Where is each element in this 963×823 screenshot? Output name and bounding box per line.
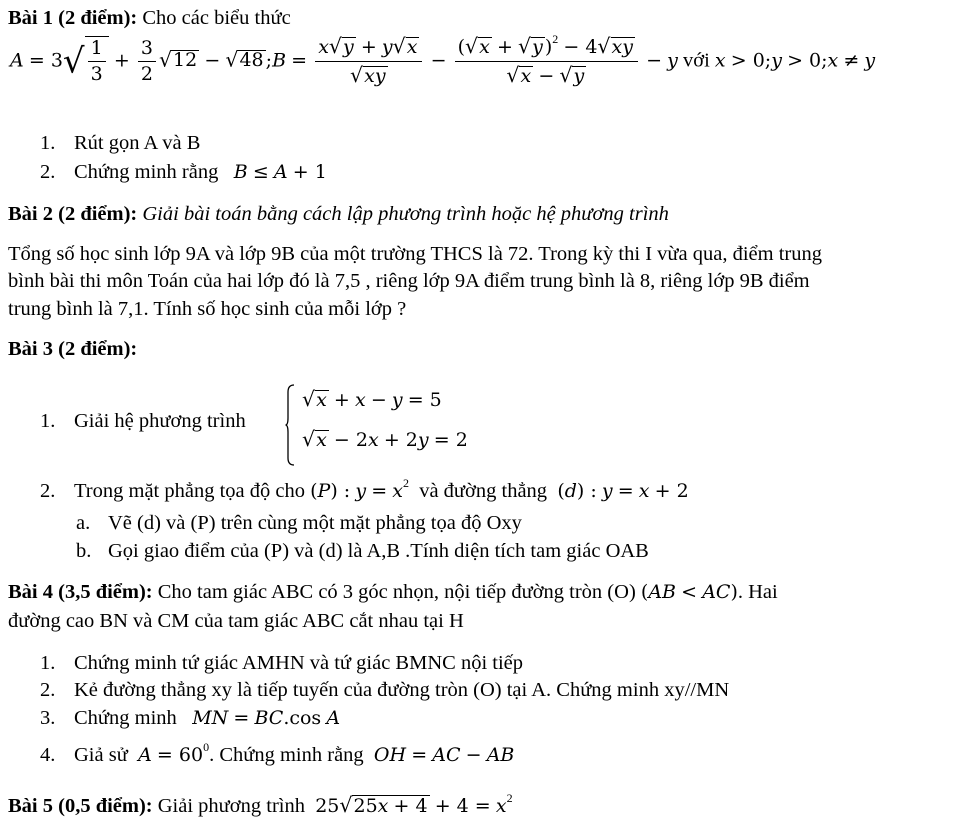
bai4-intro-a: Cho tam giác ABC có 3 góc nhọn, nội tiếp đường tròn (O) — [157, 581, 636, 603]
bai2-heading — [8, 201, 669, 227]
bai4-item-4: 4. Giả sử $A = 60^0$. Chứng minh rằng OH = AC − AB — [40, 740, 515, 766]
bai3-item-2: 2. Trong mặt phẳng tọa độ cho (P) : $y = x^2$ và đường thẳng (d) : y = x + 2 — [40, 476, 689, 502]
bai2-line-3: trung bình là 7,1. Tính số học sinh của mỗi lớp ? — [8, 298, 407, 320]
bai4-item-3-text: Chứng minh — [74, 707, 177, 729]
bai1-item-2: 2. Chứng minh rằng B ≤ A + 1 — [40, 161, 327, 183]
bai4-item-2-num: 2. — [40, 679, 56, 701]
bai3-subitem-b — [76, 538, 649, 564]
bai1-intro: Cho các biểu thức — [142, 7, 291, 29]
bai4-item-1-num: 1. — [40, 652, 56, 674]
bai1-condition-word: với — [682, 49, 710, 72]
bai1-item-1 — [40, 130, 200, 156]
bai3-subitem-b-num: b. — [76, 540, 92, 562]
bai3-subitem-a-text: Vẽ (d) và (P) trên cùng một mặt phẳng tọa độ Oxy — [108, 512, 522, 534]
bai2-line-1: Tổng số học sinh lớp 9A và lớp 9B của một trường THCS là 72. Trong kỳ thi I vừa qua, điểm trung — [8, 243, 822, 265]
bai2-header: Bài 2 (2 điểm): — [8, 203, 138, 225]
bai3-subitem-a — [76, 510, 522, 536]
bai3-item-2-text-b: và đường thẳng — [419, 480, 548, 502]
bai5-header: Bài 5 (0,5 điểm): — [8, 795, 153, 817]
brace-icon — [285, 384, 295, 466]
bai1-item-1-num: 1. — [40, 132, 56, 154]
bai3-item-2-text-a: Trong mặt phẳng tọa độ cho — [74, 480, 305, 502]
bai4-header: Bài 4 (3,5 điểm): — [8, 581, 153, 603]
bai1-item-2-text: Chứng minh rằng — [74, 161, 219, 183]
bai4-item-4-num: 4. — [40, 744, 56, 766]
bai1-heading — [8, 5, 291, 31]
bai4-item-3: 3. Chứng minh MN = BC.cos A — [40, 707, 341, 729]
bai4-item-1-text: Chứng minh tứ giác AMHN và tứ giác BMNC nội tiếp — [74, 652, 523, 674]
bai2-line-2: bình bài thi môn Toán của hai lớp đó là 7,5 , riêng lớp 9A điểm trung bình là 8, riêng lớp 9B điểm — [8, 270, 810, 292]
bai3-item-2-num: 2. — [40, 480, 56, 502]
bai5-intro: Giải phương trình — [157, 795, 305, 817]
bai3-header: Bài 3 (2 điểm): — [8, 338, 138, 360]
bai4-item-1 — [40, 650, 523, 676]
bai4-heading: Bài 4 (3,5 điểm): Cho tam giác ABC có 3 góc nhọn, nội tiếp đường tròn (O) (AB < AC). Hai — [8, 581, 778, 603]
bai3-item-1-num: 1. — [40, 410, 56, 432]
bai3-subitem-b-text: Gọi giao điểm của (P) và (d) là A,B .Tính diện tích tam giác OAB — [108, 540, 649, 562]
bai3-subitem-a-num: a. — [76, 512, 91, 534]
bai4-item-2-text: Kẻ đường thẳng xy là tiếp tuyến của đường tròn (O) tại A. Chứng minh xy//MN — [74, 679, 730, 701]
bai4-item-3-num: 3. — [40, 707, 56, 729]
bai5-heading: Bài 5 (0,5 điểm): Giải phương trình $25√25x + 4 + 4 = x^2$ — [8, 791, 513, 817]
bai3-item-1 — [40, 408, 246, 434]
bai4-item-2 — [40, 677, 729, 703]
bai3-item-1-text: Giải hệ phương trình — [74, 410, 246, 432]
bai1-formula: A = 3√ $\frac{1}{3}$ + $\frac{3}{2}$ √12 − √48 ;B = $\frac{x√y + y√x}{√xy}$ − $\frac{(√x + √y )^2 - 4√xy}{√x - √y}$ − y với x > 0;y > 0;x ≠ y — [10, 34, 875, 89]
bai4-intro-b: . Hai — [737, 581, 778, 603]
bai1-header: Bài 1 (2 điểm): — [8, 7, 138, 29]
bai4-item-4-text-a: Giả sử — [74, 744, 128, 766]
bai1-item-1-text: Rút gọn A và B — [74, 132, 201, 154]
bai4-line-2: đường cao BN và CM của tam giác ABC cắt nhau tại H — [8, 610, 464, 632]
bai2-intro: Giải bài toán bằng cách lập phương trình hoặc hệ phương trình — [142, 203, 669, 225]
bai1-item-2-num: 2. — [40, 161, 56, 183]
bai4-item-4-text-b: . Chứng minh rằng — [209, 744, 364, 766]
